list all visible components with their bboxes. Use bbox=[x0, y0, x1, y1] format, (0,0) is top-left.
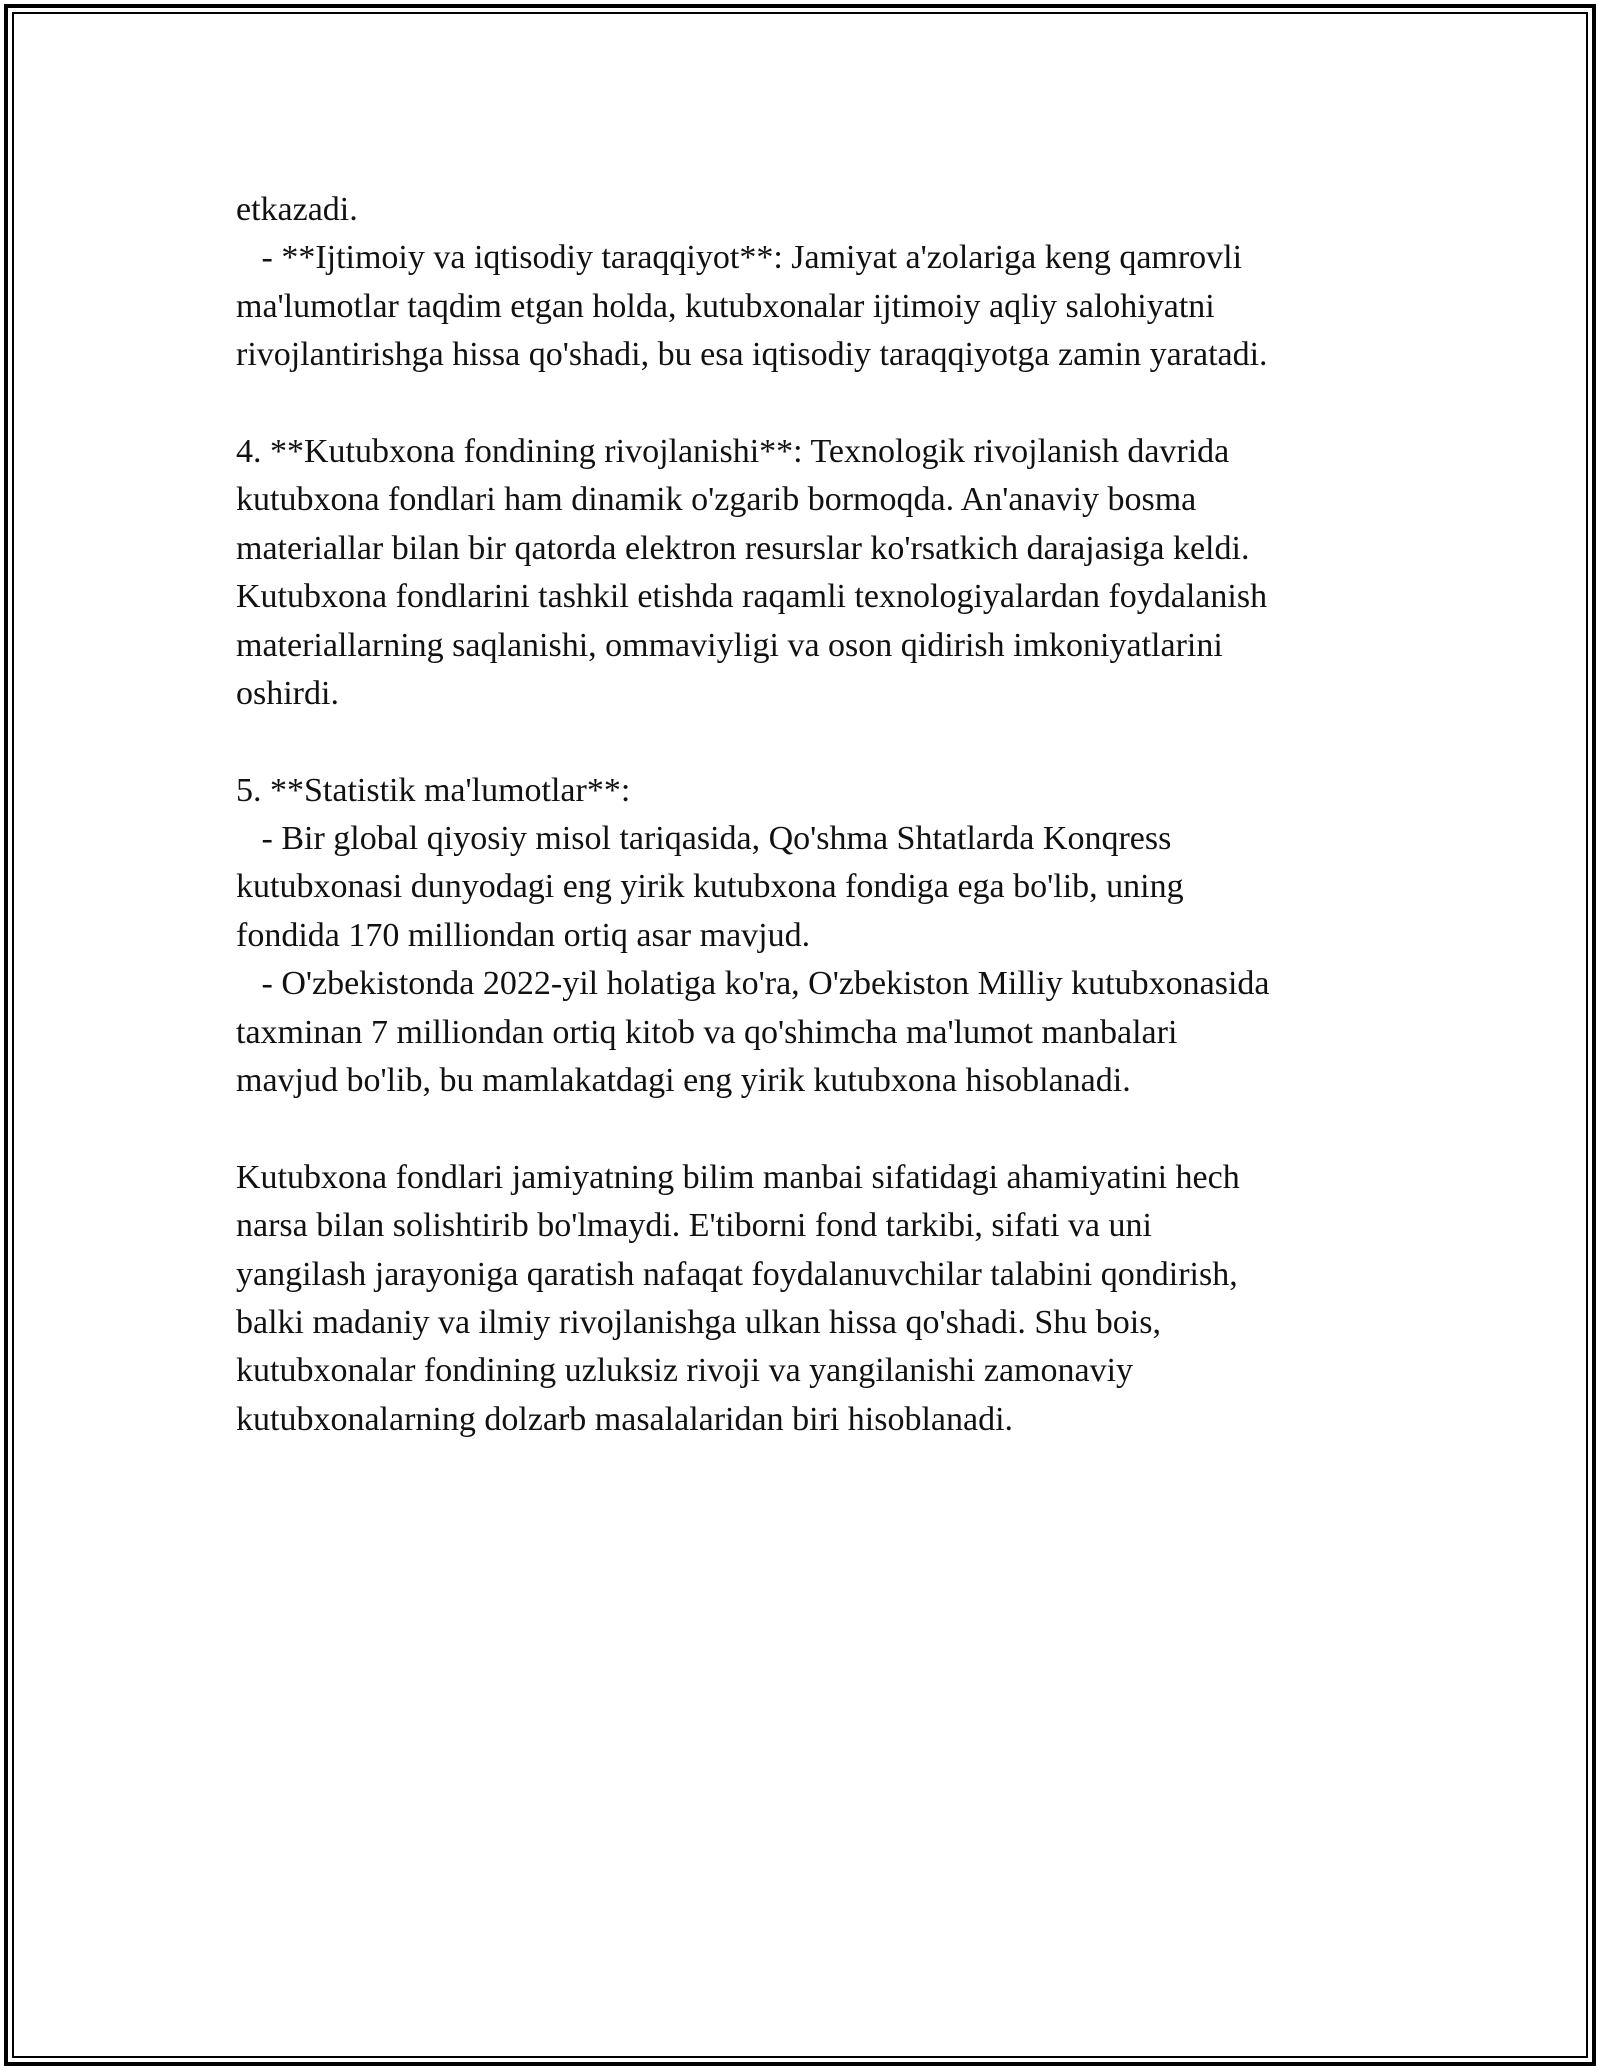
paragraph-spacer bbox=[236, 380, 1366, 428]
text-line: yangilash jarayoniga qaratish nafaqat foydalanuvchilar talabini qondirish, bbox=[236, 1255, 1238, 1293]
text-line: - Bir global qiyosiy misol tariqasida, Qo'shma Shtatlarda Konqress bbox=[236, 820, 1172, 858]
paragraph-conclusion bbox=[236, 1154, 1366, 1444]
text-line: materiallarning saqlanishi, ommaviyligi va oson qidirish imkoniyatlarini bbox=[236, 626, 1223, 664]
text-line: ma'lumotlar taqdim etgan holda, kutubxonalar ijtimoiy aqliy salohiyatni bbox=[236, 287, 1215, 325]
paragraph-spacer bbox=[236, 1105, 1366, 1153]
text-line: kutubxonalarning dolzarb masalalaridan biri hisoblanadi. bbox=[236, 1400, 1014, 1438]
text-line: balki madaniy va ilmiy rivojlanishga ulkan hissa qo'shadi. Shu bois, bbox=[236, 1303, 1161, 1341]
document-body bbox=[236, 186, 1366, 1444]
text-line: 4. **Kutubxona fondining rivojlanishi**: Texnologik rivojlanish davrida bbox=[236, 432, 1230, 470]
text-line: kutubxonasi dunyodagi eng yirik kutubxona fondiga ega bo'lib, uning bbox=[236, 868, 1184, 906]
paragraph-fund-development bbox=[236, 428, 1366, 718]
paragraph-spacer bbox=[236, 718, 1366, 766]
text-line: etkazadi. bbox=[236, 191, 358, 228]
text-line: taxminan 7 milliondan ortiq kitob va qo'shimcha ma'lumot manbalari bbox=[236, 1013, 1178, 1051]
text-line: Kutubxona fondlari jamiyatning bilim manbai sifatidagi ahamiyatini hech bbox=[236, 1158, 1240, 1196]
text-line: 5. **Statistik ma'lumotlar**: bbox=[236, 771, 631, 809]
text-line: fondida 170 milliondan ortiq asar mavjud. bbox=[236, 916, 811, 954]
text-line: materiallar bilan bir qatorda elektron resurslar ko'rsatkich darajasiga keldi. bbox=[236, 529, 1250, 567]
paragraph-importance-continuation bbox=[236, 186, 1366, 380]
text-line: mavjud bo'lib, bu mamlakatdagi eng yirik kutubxona hisoblanadi. bbox=[236, 1062, 1131, 1100]
text-line: - O'zbekistonda 2022-yil holatiga ko'ra, O'zbekiston Milliy kutubxonasida bbox=[236, 965, 1270, 1003]
text-line: kutubxonalar fondining uzluksiz rivoji va yangilanishi zamonaviy bbox=[236, 1352, 1134, 1390]
text-line: kutubxona fondlari ham dinamik o'zgarib bormoqda. An'anaviy bosma bbox=[236, 481, 1197, 519]
text-line: narsa bilan solishtirib bo'lmaydi. E'tiborni fond tarkibi, sifati va uni bbox=[236, 1207, 1152, 1245]
text-line: Kutubxona fondlarini tashkil etishda raqamli texnologiyalardan foydalanish bbox=[236, 578, 1268, 616]
paragraph-statistics bbox=[236, 767, 1366, 1106]
text-line: oshirdi. bbox=[236, 674, 339, 712]
text-line: rivojlantirishga hissa qo'shadi, bu esa iqtisodiy taraqqiyotga zamin yaratadi. bbox=[236, 336, 1268, 374]
text-line: - **Ijtimoiy va iqtisodiy taraqqiyot**: Jamiyat a'zolariga keng qamrovli bbox=[236, 239, 1243, 277]
